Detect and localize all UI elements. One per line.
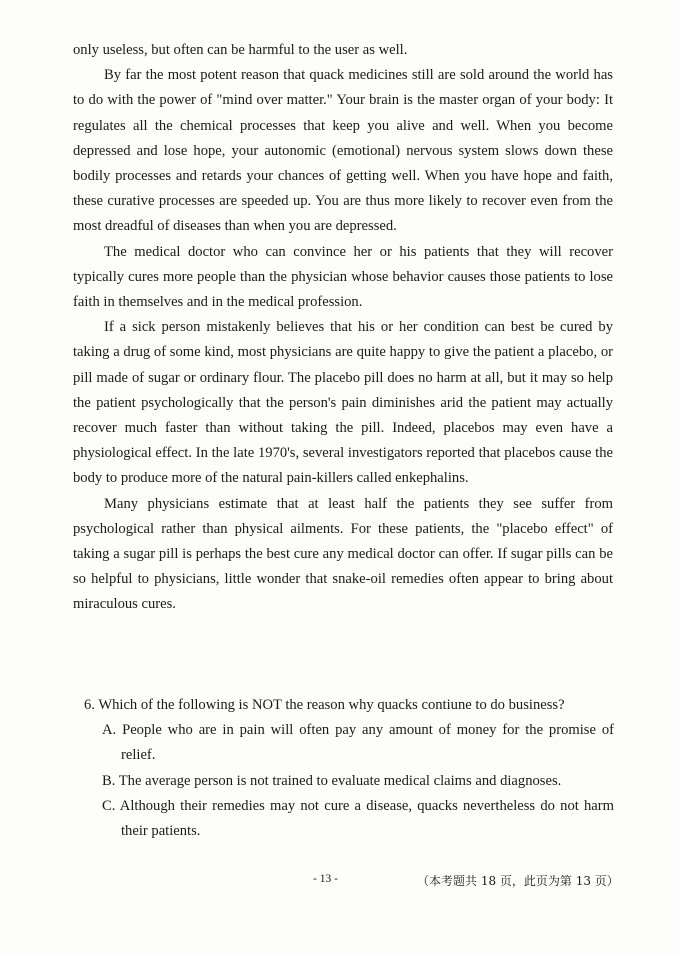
paragraph-3: The medical doctor who can convince her or his patients that they will recover typically cures more people than the physician whose behavior causes those patients to lose faith in themselves and in the medical profession. (73, 243, 613, 311)
option-b: B. The average person is not trained to evaluate medical claims and diagnoses. (102, 772, 562, 789)
paragraph-5: Many physicians estimate that at least half the patients they see suffer from psychological rather than physical ailments. For these patients, the "placebo effect" of taking a sugar pill is perhaps the best cure any medical doctor can offer. If sugar pills can be so helpful to physicians, little wonder that snake-oil remedies often appear to bring about miraculous cures. (73, 495, 613, 613)
option-c: C. Although their remedies may not cure a disease, quacks nevertheless do not harm their patients. (102, 797, 614, 840)
question-stem: 6. Which of the following is NOT the reason why quacks contiune to do business? (84, 697, 565, 713)
question-6 (84, 693, 614, 844)
paragraph-2: By far the most potent reason that quack medicines still are sold around the world has to do with the power of "mind over matter." Your brain is the master organ of your body: It regulates all the chemical processes that keep you alive and well. When you become depressed and lose hope, your autonomic (emotional) nervous system slows down these bodily processes and retards your chances of getting well. When you have hope and faith, these curative processes are speeded up. You are thus more likely to recover even from the most dreadful of diseases than when you are depressed. (73, 67, 613, 235)
page-count-note: （本考题共 18 页，此页为第 13 页） (417, 874, 619, 888)
page-number: - 13 - (313, 873, 338, 885)
option-a: A. People who are in pain will often pay any amount of money for the promise of relief. (102, 722, 614, 764)
paragraph-4: If a sick person mistakenly believes that his or her condition can best be cured by taking a drug of some kind, most physicians are quite happy to give the patient a placebo, or pill made of sugar or ordinary flour. The placebo pill does no harm at all, but it may so help the patient psychologically that the person's pain diminishes arid the patient may actually recover much faster than without taking the pill. Indeed, placebos may even have a physiological effect. In the late 1970's, several investigators reported that placebos cause the body to produce more of the natural pain-killers called enkephalins. (73, 319, 613, 487)
reading-passage (73, 38, 613, 618)
paragraph-1: only useless, but often can be harmful to the user as well. (73, 42, 408, 58)
